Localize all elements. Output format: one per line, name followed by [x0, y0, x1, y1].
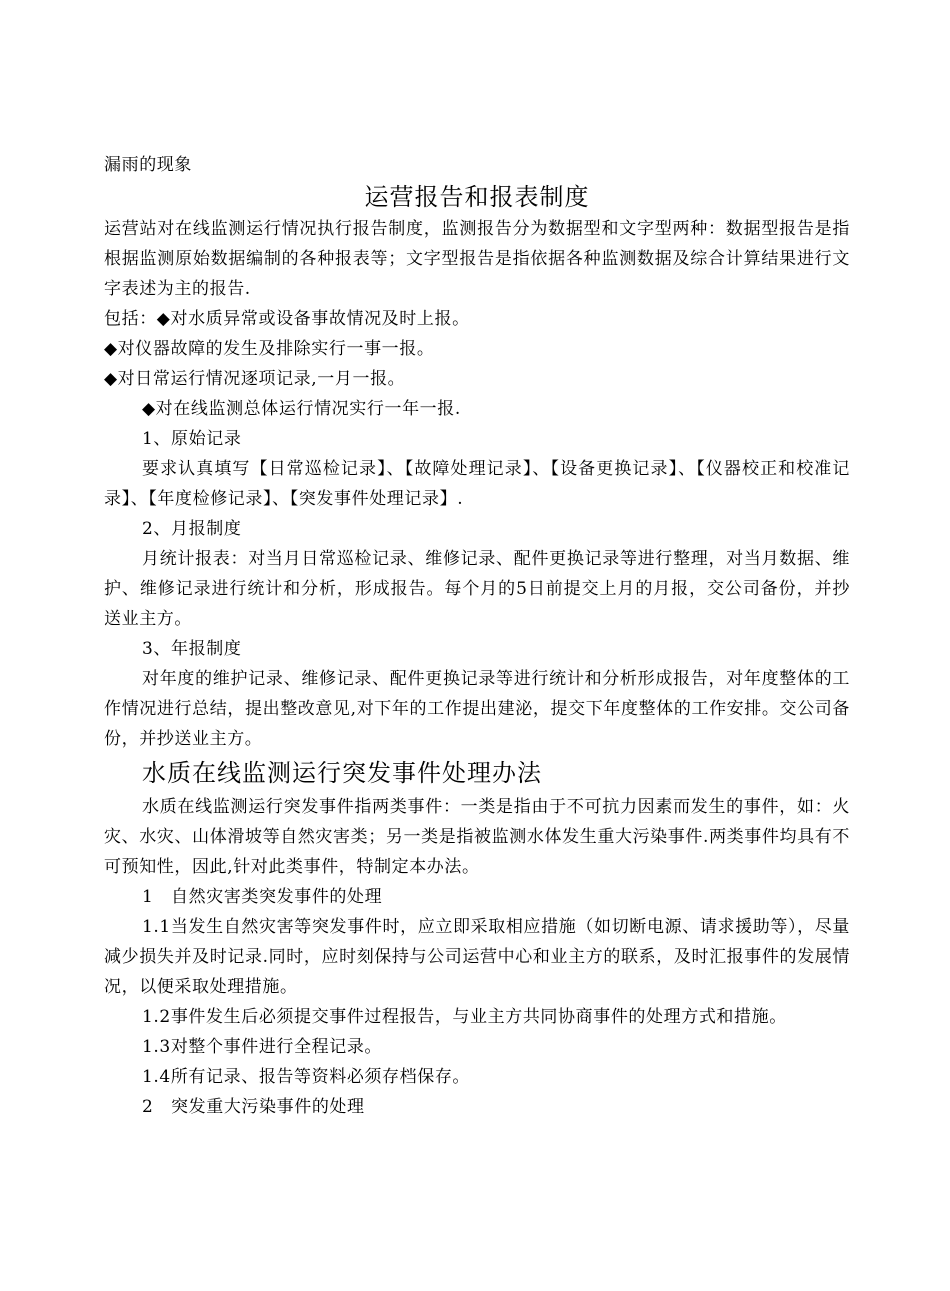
subsection-heading: 2、月报制度 — [142, 519, 242, 539]
document-body — [104, 150, 850, 1122]
clause-paragraph: 1.4所有记录、报告等资料必须存档保存。 — [142, 1067, 471, 1087]
clause-paragraph: 1.1当发生自然灾害等突发事件时，应立即采取相应措施（如切断电源、请求援助等），尽量减少损失并及时记录.同时，应时刻保持与公司运营中心和业主方的联系，及时汇报事件的发展情况，以便采取处理措施。 — [104, 917, 850, 997]
subsection-body: 月统计报表：对当月日常巡检记录、维修记录、配件更换记录等进行整理，对当月数据、维护、维修记录进行统计和分析，形成报告。每个月的5日前提交上月的月报，交公司备份，并抄送业主方。 — [104, 549, 850, 629]
clause-paragraph: 1.2事件发生后必须提交事件过程报告，与业主方共同协商事件的处理方式和措施。 — [142, 1007, 787, 1027]
subsection-heading: 1 自然灾害类突发事件的处理 — [142, 887, 383, 907]
emergency-intro: 水质在线监测运行突发事件指两类事件：一类是指由于不可抗力因素而发生的事件，如：火灾、水灾、山体滑坡等自然灾害类；另一类是指被监测水体发生重大污染事件.两类事件均具有不可预知性，因此,针对此类事件，特制定本办法。 — [104, 797, 850, 877]
subsection-body: 对年度的维护记录、维修记录、配件更换记录等进行统计和分析形成报告，对年度整体的工作情况进行总结，提出整改意见,对下年的工作提出建泌，提交下年度整体的工作安排。交公司备份，并抄送业主方。 — [104, 669, 850, 749]
subsection-heading: 2 突发重大污染事件的处理 — [142, 1097, 365, 1117]
clause-paragraph: 1.3对整个事件进行全程记录。 — [142, 1037, 383, 1057]
includes-line: 包括：◆对水质异常或设备事故情况及时上报。 — [104, 309, 470, 329]
subsection-heading: 1、原始记录 — [142, 429, 242, 449]
section-title-reporting: 运营报告和报表制度 — [364, 183, 590, 211]
subsection-heading: 3、年报制度 — [142, 639, 242, 659]
bullet-item: ◆对仪器故障的发生及排除实行一事一报。 — [104, 339, 435, 359]
lead-line: 漏雨的现象 — [104, 155, 192, 175]
bullet-item: ◆对在线监测总体运行情况实行一年一报. — [142, 399, 461, 419]
section-title-emergency: 水质在线监测运行突发事件处理办法 — [142, 759, 542, 787]
intro-paragraph: 运营站对在线监测运行情况执行报告制度，监测报告分为数据型和文字型两种：数据型报告是指根据监测原始数据编制的各种报表等；文字型报告是指依据各种监测数据及综合计算结果进行文字表述为主的报告. — [104, 219, 850, 299]
subsection-body: 要求认真填写【日常巡检记录】、【故障处理记录】、【设备更换记录】、【仪器校正和校准记录】、【年度检修记录】、【突发事件处理记录】. — [104, 459, 850, 509]
bullet-item: ◆对日常运行情况逐项记录,一月一报。 — [104, 369, 406, 389]
